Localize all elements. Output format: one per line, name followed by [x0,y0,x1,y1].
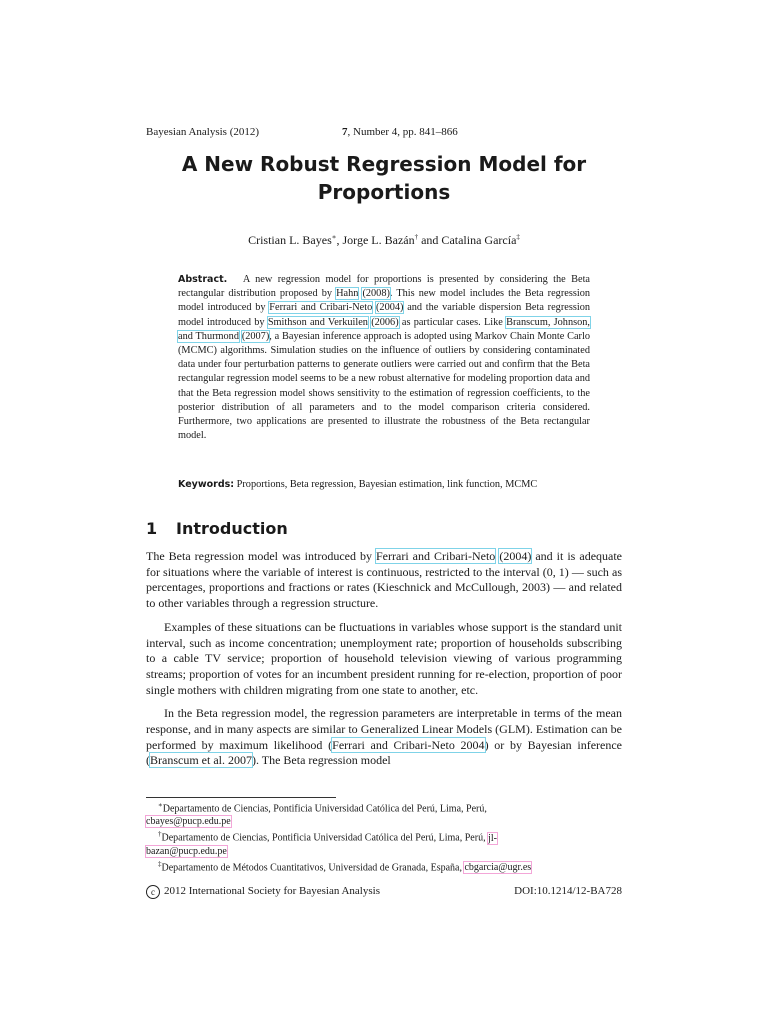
volume-info: 7, Number 4, pp. 841–866 [342,126,458,138]
footnotes [146,799,622,874]
citation-link[interactable]: Branscum, Johnson, and Thurmond [178,316,590,342]
title-line-1: A New Robust Regression Model for [181,152,587,176]
keywords-label: Keywords: [178,479,235,490]
copyright-icon: c [146,885,160,899]
email-link[interactable]: cbgarcia@ugr.es [464,861,532,873]
citation-link[interactable]: Ferrari and Cribari-Neto 2004 [332,737,485,752]
citation-link[interactable]: Ferrari and Cribari-Neto [269,302,373,314]
citation-link[interactable]: (2007) [241,330,270,342]
body-text [146,549,622,777]
section-number: 1 [146,519,158,538]
paragraph: In the Beta regression model, the regression parameters are interpretable in terms of the mean response, and in many aspects are similar to Generalized Linear Models (GLM). Estimation can be performed by maximum likelihood (Ferrari and Cribari-Neto 2004) or by Bayesian inference (Branscum et al. 2007). The Beta regression model [146,706,623,768]
citation-link[interactable]: Smithson and Verkuilen [267,316,368,328]
citation-link[interactable]: (2004) [499,549,532,563]
citation-link[interactable]: Branscum et al. 2007 [150,753,252,768]
footnote-rule [146,797,336,798]
footnote: ‡Departamento de Métodos Cuantitativos, Universidad de Granada, España, cbgarcia@ugr.es [158,859,532,873]
author-list: Cristian L. Bayes∗, Jorge L. Bazán† and Catalina García‡ [248,233,520,247]
citation-link[interactable]: (2004) [376,302,404,314]
doi: DOI:10.1214/12-BA728 [514,885,622,897]
copyright-notice: c 2012 International Society for Bayesian Analysis [146,885,380,899]
keywords-text: Proportions, Beta regression, Bayesian estimation, link function, MCMC [236,479,538,490]
citation-link[interactable]: Hahn [336,288,359,300]
section-title: Introduction [176,519,288,538]
abstract: Abstract. A new regression model for proportions is presented by considering the Beta rectangular distribution proposed by Hahn (2008). This new model includes the Beta regression model introduced by Ferrari and Cribari-Neto (2004) and the variable dispersion Beta regression model introduced by Smithson and Verkuilen (2006) as particular cases. Like Branscum, Johnson, and Thurmond (2007), a Bayesian inference approach is adopted using Markov Chain Monte Carlo (MCMC) algorithms. Simulation studies on the influence of outliers by considering contaminated data under four perturbation patterns to generate outliers were carried out and confirm that the Beta rectangular regression model seems to be a new robust alternative for modeling proportion data and that the Beta regression model shows sensitivity to the estimation of regression coefficients, to the posterior distribution of all parameters and to the model comparison criteria considered. Furthermore, two applications are presented to illustrate the robustness of the Beta rectangular model. [178,274,590,442]
email-link[interactable]: cbayes@pucp.edu.pe [146,816,231,828]
keywords [178,479,590,490]
paper-title [146,150,622,206]
citation-link[interactable]: Ferrari and Cribari-Neto [376,549,496,563]
journal-name: Bayesian Analysis (2012) [146,126,260,138]
email-link[interactable]: jl- [488,832,497,844]
email-link[interactable]: bazan@pucp.edu.pe [146,845,227,857]
footnote: †Departamento de Ciencias, Pontificia Universidad Católica del Perú, Lima, Perú, jl- bazan@pucp.edu.pe [146,830,497,857]
footnote: ∗Departamento de Ciencias, Pontificia Universidad Católica del Perú, Lima, Perú, cbayes@pucp.edu.pe [146,801,487,828]
section-heading [146,519,288,538]
paragraph: The Beta regression model was introduced by Ferrari and Cribari-Neto (2004) and it is adequate for situations where the variable of interest is continuous, restricted to the interval (0, 1) — such as percentages, proportions and fractions or rates (Kieschnick and McCullough, 2003) — and related to other variables through a regression structure. [146,549,623,611]
title-line-2: Proportions [317,180,451,204]
citation-link[interactable]: (2008) [362,288,390,300]
citation-link[interactable]: (2006) [371,316,399,328]
abstract-label: Abstract. [178,274,228,285]
paragraph: Examples of these situations can be fluctuations in variables whose support is the standard unit interval, such as income concentration; unemployment rate; proportion of households subscribing to a cable TV service; proportion of household television viewing of various programming streams; proportion of votes for an incumbent president running for re-election, proportion of poor single mothers with children migrating from one state to another, etc. [146,619,622,697]
